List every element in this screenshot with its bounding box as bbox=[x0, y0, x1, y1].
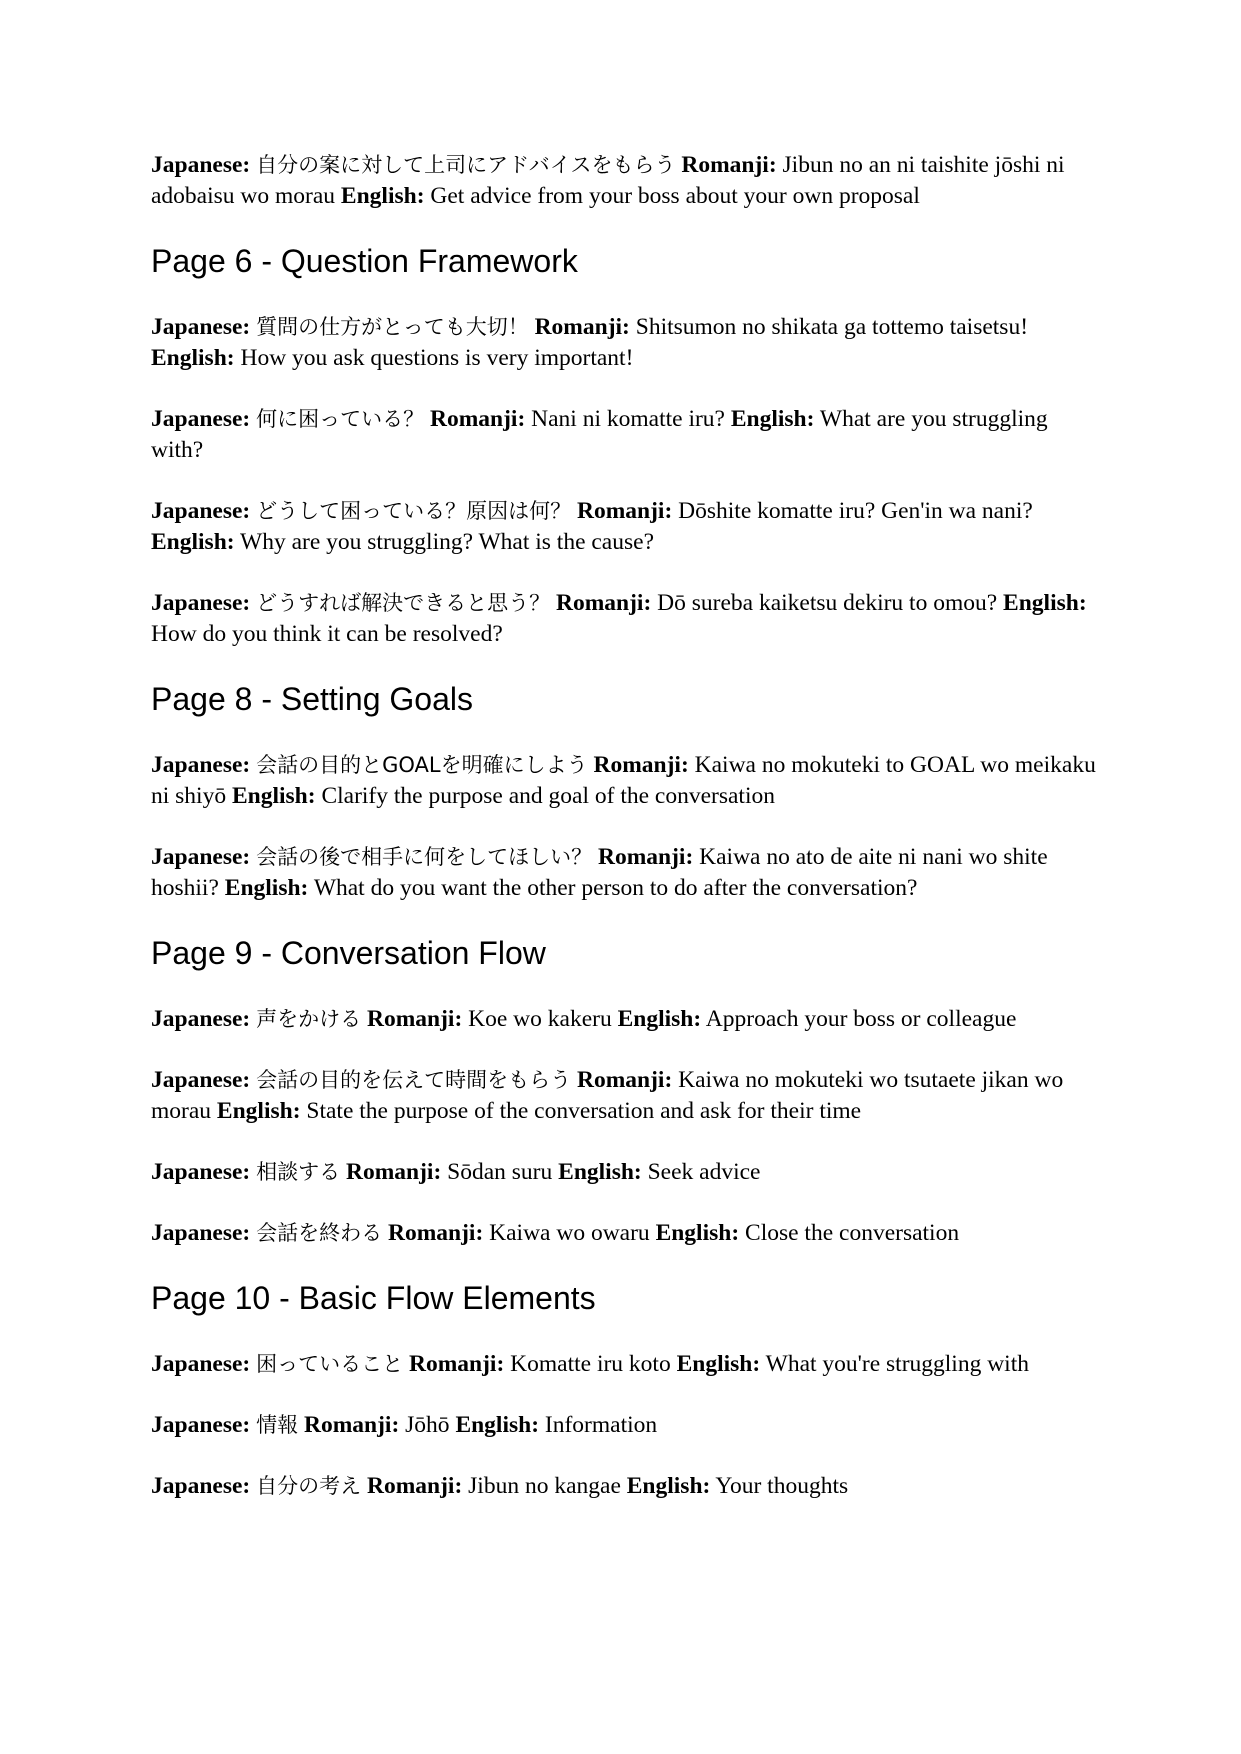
section bbox=[151, 934, 1101, 1249]
romanji-label: Romanji: bbox=[387, 1220, 484, 1246]
romanji-text: Jōhō bbox=[405, 1412, 450, 1438]
english-text: How you ask questions is very important! bbox=[240, 345, 634, 371]
japanese-text: 会話の目的を伝えて時間をもらう bbox=[256, 1068, 572, 1092]
japanese-label: Japanese: bbox=[151, 1067, 251, 1093]
phrase-entry bbox=[151, 588, 1101, 650]
english-text: Information bbox=[544, 1412, 658, 1438]
phrase-entry bbox=[151, 150, 1101, 212]
japanese-label: Japanese: bbox=[151, 1006, 251, 1032]
english-text: Close the conversation bbox=[745, 1220, 960, 1246]
english-text: What are you struggling with? bbox=[151, 406, 1048, 463]
japanese-text: 会話の後で相手に何をしてほしい？ bbox=[256, 845, 593, 869]
japanese-label: Japanese: bbox=[151, 590, 251, 616]
romanji-label: Romanji: bbox=[555, 590, 652, 616]
japanese-text: どうして困っている？原因は何？ bbox=[256, 499, 572, 523]
japanese-label: Japanese: bbox=[151, 406, 251, 432]
romanji-text: Sōdan suru bbox=[447, 1159, 553, 1185]
english-label: English: bbox=[676, 1351, 761, 1377]
english-label: English: bbox=[1003, 590, 1087, 616]
section bbox=[151, 680, 1101, 904]
romanji-label: Romanji: bbox=[593, 752, 689, 778]
romanji-text: Shitsumon no shikata ga tottemo taisetsu! bbox=[635, 314, 1029, 340]
japanese-label: Japanese: bbox=[151, 844, 251, 870]
phrase-entry bbox=[151, 404, 1101, 466]
japanese-label: Japanese: bbox=[151, 314, 251, 340]
english-label: English: bbox=[455, 1412, 540, 1438]
english-text: Why are you struggling? What is the cause? bbox=[240, 529, 654, 555]
english-label: English: bbox=[626, 1473, 711, 1499]
phrase-entry bbox=[151, 1218, 1101, 1249]
intro-block bbox=[151, 150, 1101, 212]
phrase-entry bbox=[151, 1349, 1101, 1380]
japanese-label: Japanese: bbox=[151, 752, 251, 778]
english-label: English: bbox=[558, 1159, 642, 1185]
section-heading: Page 10 - Basic Flow Elements bbox=[151, 1280, 596, 1316]
romanji-label: Romanji: bbox=[345, 1159, 442, 1185]
romanji-text: Kaiwa wo owaru bbox=[489, 1220, 650, 1246]
phrase-entry bbox=[151, 750, 1101, 812]
romanji-label: Romanji: bbox=[366, 1473, 463, 1499]
section-heading: Page 8 - Setting Goals bbox=[151, 681, 473, 717]
english-text: Approach your boss or colleague bbox=[705, 1006, 1017, 1032]
english-label: English: bbox=[617, 1006, 702, 1032]
romanji-text: Jibun no an ni taishite jōshi ni adobaisu wo morau bbox=[151, 152, 1065, 209]
japanese-label: Japanese: bbox=[151, 1159, 251, 1185]
section bbox=[151, 1279, 1101, 1502]
english-text: Seek advice bbox=[647, 1159, 761, 1185]
english-label: English: bbox=[655, 1220, 740, 1246]
japanese-text: 自分の考え bbox=[256, 1474, 362, 1498]
phrase-entry bbox=[151, 1471, 1101, 1502]
english-label: English: bbox=[730, 406, 815, 432]
english-text: What you're struggling with bbox=[765, 1351, 1029, 1377]
english-text: Get advice from your boss about your own proposal bbox=[430, 183, 920, 209]
section-heading: Page 9 - Conversation Flow bbox=[151, 935, 546, 971]
romanji-text: Dōshite komatte iru? Gen'in wa nani? bbox=[678, 498, 1033, 524]
phrase-entry bbox=[151, 1157, 1101, 1188]
romanji-label: Romanji: bbox=[681, 152, 777, 178]
english-text: Clarify the purpose and goal of the conversation bbox=[321, 783, 775, 809]
romanji-label: Romanji: bbox=[408, 1351, 505, 1377]
japanese-text: 声をかける bbox=[256, 1007, 362, 1031]
phrase-entry bbox=[151, 1065, 1101, 1127]
romanji-text: Koe wo kakeru bbox=[468, 1006, 612, 1032]
japanese-text: 質問の仕方がとっても大切！ bbox=[256, 315, 529, 339]
japanese-text: 会話の目的とGOALを明確にしよう bbox=[256, 753, 588, 777]
phrase-entry bbox=[151, 1004, 1101, 1035]
romanji-label: Romanji: bbox=[597, 844, 694, 870]
japanese-label: Japanese: bbox=[151, 152, 251, 178]
romanji-label: Romanji: bbox=[303, 1412, 400, 1438]
romanji-label: Romanji: bbox=[576, 498, 673, 524]
english-label: English: bbox=[340, 183, 425, 209]
phrase-entry bbox=[151, 842, 1101, 904]
english-text: Your thoughts bbox=[715, 1473, 849, 1499]
japanese-label: Japanese: bbox=[151, 1473, 251, 1499]
romanji-text: Kaiwa no ato de aite ni nani wo shite hoshii? bbox=[151, 844, 1048, 901]
japanese-label: Japanese: bbox=[151, 1412, 251, 1438]
phrase-entry bbox=[151, 312, 1101, 374]
romanji-label: Romanji: bbox=[576, 1067, 673, 1093]
english-label: English: bbox=[231, 783, 316, 809]
japanese-text: 困っていること bbox=[256, 1352, 404, 1376]
romanji-text: Dō sureba kaiketsu dekiru to omou? bbox=[657, 590, 998, 616]
english-label: English: bbox=[216, 1098, 301, 1124]
english-label: English: bbox=[151, 345, 235, 371]
japanese-text: 情報 bbox=[256, 1413, 299, 1437]
romanji-text: Kaiwa no mokuteki to GOAL wo meikaku ni shiyō bbox=[151, 752, 1096, 809]
japanese-text: 何に困っている？ bbox=[256, 407, 425, 431]
section-heading: Page 6 - Question Framework bbox=[151, 243, 578, 279]
japanese-label: Japanese: bbox=[151, 498, 251, 524]
romanji-label: Romanji: bbox=[534, 314, 630, 340]
sections-container bbox=[151, 242, 1101, 1502]
japanese-label: Japanese: bbox=[151, 1220, 251, 1246]
english-label: English: bbox=[151, 529, 235, 555]
section bbox=[151, 242, 1101, 650]
phrase-entry bbox=[151, 1410, 1101, 1441]
romanji-text: Nani ni komatte iru? bbox=[531, 406, 725, 432]
english-text: State the purpose of the conversation and ask for their time bbox=[306, 1098, 862, 1124]
romanji-text: Jibun no kangae bbox=[468, 1473, 621, 1499]
romanji-label: Romanji: bbox=[366, 1006, 463, 1032]
japanese-text: どうすれば解決できると思う？ bbox=[256, 591, 551, 615]
phrase-entry bbox=[151, 496, 1101, 558]
english-text: What do you want the other person to do after the conversation? bbox=[313, 875, 918, 901]
japanese-label: Japanese: bbox=[151, 1351, 251, 1377]
romanji-label: Romanji: bbox=[429, 406, 526, 432]
english-label: English: bbox=[224, 875, 309, 901]
japanese-text: 自分の案に対して上司にアドバイスをもらう bbox=[256, 153, 676, 177]
document-page bbox=[151, 150, 1101, 1532]
romanji-text: Komatte iru koto bbox=[510, 1351, 671, 1377]
romanji-text: Kaiwa no mokuteki wo tsutaete jikan wo morau bbox=[151, 1067, 1064, 1124]
english-text: How do you think it can be resolved? bbox=[151, 621, 503, 647]
japanese-text: 会話を終わる bbox=[256, 1221, 383, 1245]
japanese-text: 相談する bbox=[256, 1160, 341, 1184]
